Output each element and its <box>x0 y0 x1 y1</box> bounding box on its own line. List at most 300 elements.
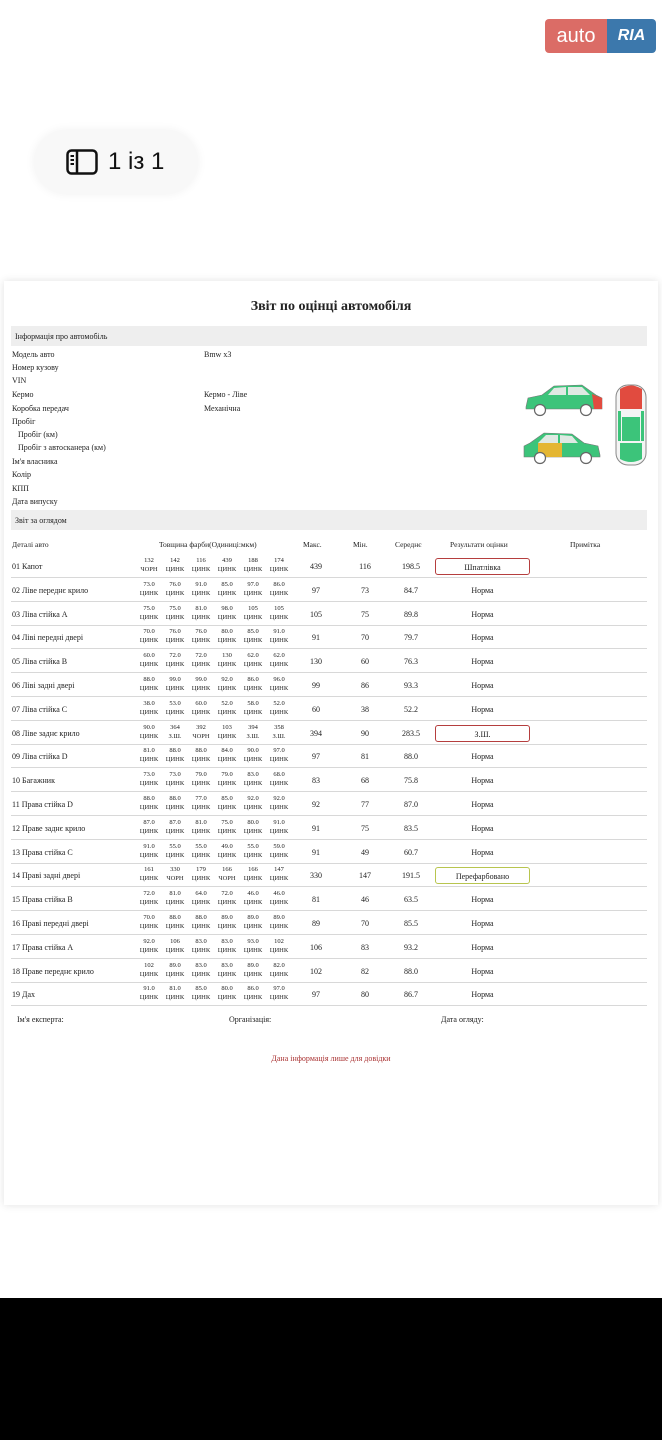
table-row <box>11 816 647 840</box>
part-name: 05 Ліва стійка B <box>12 657 68 667</box>
thickness-value: 85.0 <box>221 580 233 588</box>
thickness-material: ЦИНК <box>191 780 211 788</box>
value-avg: 93.2 <box>404 942 418 952</box>
thickness-cell <box>136 580 162 598</box>
table-row <box>11 792 647 816</box>
thickness-material: ЦИНК <box>243 661 263 669</box>
value-min: 90 <box>361 728 369 738</box>
thickness-cell <box>162 937 188 955</box>
part-name: 08 Ліве заднє крило <box>12 728 80 738</box>
info-label: Номер кузову <box>12 363 59 372</box>
thickness-cell <box>136 770 162 788</box>
thickness-material: ЦИНК <box>243 613 263 621</box>
thickness-value: 72.0 <box>221 890 233 898</box>
thickness-value: 88.0 <box>195 747 207 755</box>
thickness-material: ЧОРН <box>218 875 236 883</box>
thickness-material: ЦИНК <box>191 661 211 669</box>
thickness-material: ЦИНК <box>165 589 185 597</box>
thickness-value: 82.0 <box>273 961 285 969</box>
thickness-cell <box>214 818 240 836</box>
thickness-cell <box>162 675 188 693</box>
value-avg: 63.5 <box>404 895 418 905</box>
thickness-cell <box>214 961 240 979</box>
result-badge: З.Ш. <box>435 725 530 742</box>
thickness-cell <box>266 723 292 741</box>
result-badge: Норма <box>471 609 494 619</box>
value-max: 81 <box>312 895 320 905</box>
thickness-value: 72.0 <box>169 652 181 660</box>
thickness-material: ЦИНК <box>243 637 263 645</box>
value-avg: 75.8 <box>404 776 418 786</box>
value-max: 97 <box>312 585 320 595</box>
value-min: 68 <box>361 776 369 786</box>
thickness-value: 105 <box>274 604 284 612</box>
thickness-material: ЦИНК <box>269 756 289 764</box>
table-row <box>11 935 647 959</box>
thickness-cell <box>240 984 266 1002</box>
thickness-material: ЦИНК <box>243 780 263 788</box>
thickness-cell <box>136 723 162 741</box>
sidebar-icon <box>66 149 98 175</box>
thickness-cell <box>136 913 162 931</box>
thickness-value: 93.0 <box>247 937 259 945</box>
value-max: 106 <box>310 942 322 952</box>
thickness-material: ЦИНК <box>217 637 237 645</box>
thickness-material: ЦИНК <box>243 589 263 597</box>
thickness-material: ЦИНК <box>139 589 159 597</box>
thickness-value: 86.0 <box>247 676 259 683</box>
result-badge: Шпатлівка <box>435 558 530 575</box>
thickness-value: 364 <box>170 723 180 731</box>
value-avg: 83.5 <box>404 823 418 833</box>
info-label: Пробіг з автосканера (км) <box>18 443 106 452</box>
thickness-cell <box>136 699 162 717</box>
value-min: 75 <box>361 609 369 619</box>
thickness-cell <box>214 770 240 788</box>
thickness-material: ЦИНК <box>243 970 263 978</box>
thickness-value: 116 <box>196 557 206 564</box>
thickness-material: ЧОРН <box>140 566 158 573</box>
table-row <box>11 744 647 768</box>
value-max: 99 <box>312 681 320 690</box>
thickness-value: 166 <box>222 866 232 874</box>
value-avg: 76.3 <box>404 657 418 667</box>
thickness-value: 55.0 <box>247 842 259 850</box>
thickness-cell <box>266 746 292 764</box>
thickness-cell <box>162 889 188 907</box>
thickness-material: ЧОРН <box>192 732 210 740</box>
thickness-material: ЦИНК <box>269 780 289 788</box>
value-avg: 88.0 <box>404 752 418 762</box>
thickness-material: З.Ш. <box>272 732 286 740</box>
thickness-material: ЦИНК <box>243 994 263 1002</box>
part-name: 09 Ліва стійка D <box>12 752 68 762</box>
thickness-value: 62.0 <box>273 652 285 660</box>
info-label: Модель авто <box>12 350 55 359</box>
thickness-cell <box>136 984 162 1002</box>
table-row <box>11 982 647 1006</box>
thickness-cell <box>136 818 162 836</box>
thickness-value: 102 <box>144 961 154 969</box>
part-name: 03 Ліва стійка A <box>12 609 68 619</box>
thickness-cell <box>188 556 214 574</box>
page-indicator[interactable] <box>34 130 198 194</box>
thickness-cell <box>188 889 214 907</box>
thickness-material: ЦИНК <box>269 875 289 883</box>
thickness-cell <box>240 580 266 598</box>
thickness-cell <box>188 865 214 883</box>
thickness-material: ЦИНК <box>217 923 237 930</box>
table-row <box>11 768 647 792</box>
thickness-value: 77.0 <box>195 795 207 802</box>
thickness-material: ЦИНК <box>139 685 159 692</box>
thickness-material: З.Ш. <box>168 732 182 740</box>
value-max: 97 <box>312 990 320 1000</box>
result-badge: Норма <box>471 585 494 595</box>
thickness-value: 49.0 <box>221 842 233 850</box>
value-avg: 198.5 <box>402 562 420 571</box>
thickness-cell <box>188 627 214 645</box>
thickness-material: ЦИНК <box>139 851 159 859</box>
thickness-value: 68.0 <box>273 771 285 779</box>
col-note: Примітка <box>570 540 601 549</box>
thickness-cell <box>214 865 240 883</box>
info-row <box>12 417 272 430</box>
thickness-value: 84.0 <box>221 747 233 755</box>
thickness-cell <box>162 984 188 1002</box>
organization-label: Організація: <box>229 1015 272 1024</box>
logo-auto-text: auto <box>545 19 607 53</box>
thickness-material: ЦИНК <box>191 827 211 835</box>
thickness-material: ЦИНК <box>269 685 289 692</box>
thickness-value: 52.0 <box>221 699 233 707</box>
value-max: 330 <box>310 871 322 881</box>
thickness-value: 97.0 <box>247 580 259 588</box>
thickness-value: 188 <box>248 557 258 564</box>
thickness-value: 358 <box>274 723 284 731</box>
thickness-material: ЦИНК <box>139 732 159 740</box>
thickness-cell <box>162 556 188 574</box>
thickness-material: ЦИНК <box>139 613 159 621</box>
thickness-material: ЦИНК <box>139 899 159 907</box>
part-name: 11 Права стійка D <box>12 800 73 809</box>
thickness-material: ЦИНК <box>139 780 159 788</box>
thickness-material: ЦИНК <box>165 566 185 573</box>
inspection-section-header: Звіт за оглядом <box>11 510 647 530</box>
thickness-material: ЦИНК <box>243 566 263 573</box>
value-min: 75 <box>361 823 369 833</box>
thickness-material: ЦИНК <box>217 827 237 835</box>
thickness-material: ЦИНК <box>139 970 159 978</box>
thickness-cell <box>188 723 214 741</box>
thickness-cell <box>266 580 292 598</box>
part-name: 15 Права стійка B <box>12 895 73 905</box>
thickness-cell <box>188 651 214 669</box>
thickness-value: 166 <box>248 866 258 874</box>
info-row <box>12 376 272 389</box>
thickness-value: 83.0 <box>247 771 259 779</box>
thickness-value: 132 <box>144 557 154 564</box>
part-name: 19 Дах <box>12 990 36 1000</box>
thickness-material: ЧОРН <box>166 875 184 883</box>
thickness-material: ЦИНК <box>243 756 263 764</box>
thickness-material: ЦИНК <box>243 923 263 930</box>
thickness-cell <box>240 627 266 645</box>
thickness-cell <box>136 842 162 860</box>
thickness-cell <box>240 961 266 979</box>
thickness-value: 85.0 <box>247 628 259 636</box>
thickness-value: 75.0 <box>169 604 181 612</box>
thickness-value: 75.0 <box>143 604 155 612</box>
thickness-value: 88.0 <box>169 747 181 755</box>
page-count: 1 із 1 <box>108 148 165 175</box>
thickness-value: 439 <box>222 557 232 564</box>
thickness-cell <box>214 984 240 1002</box>
thickness-value: 73.0 <box>143 580 155 588</box>
thickness-material: ЦИНК <box>191 804 211 811</box>
thickness-material: ЦИНК <box>269 566 289 573</box>
thickness-material: ЦИНК <box>243 946 263 954</box>
thickness-cell <box>240 651 266 669</box>
thickness-material: ЦИНК <box>191 685 211 692</box>
thickness-cell <box>162 604 188 622</box>
thickness-value: 392 <box>196 723 206 731</box>
thickness-cell <box>214 913 240 931</box>
thickness-cell <box>162 794 188 812</box>
info-label: VIN <box>12 376 27 385</box>
value-max: 89 <box>312 919 320 928</box>
part-name: 04 Ліві передні двері <box>12 633 84 643</box>
thickness-material: ЦИНК <box>217 661 237 669</box>
thickness-material: ЦИНК <box>217 732 237 740</box>
thickness-material: ЦИНК <box>217 756 237 764</box>
thickness-value: 102 <box>274 937 284 945</box>
report-document <box>4 281 658 1205</box>
thickness-material: ЦИНК <box>139 946 159 954</box>
thickness-cell <box>136 937 162 955</box>
thickness-cell <box>214 723 240 741</box>
thickness-material: ЦИНК <box>139 756 159 764</box>
thickness-value: 58.0 <box>247 699 259 707</box>
value-max: 83 <box>312 776 320 786</box>
value-min: 82 <box>361 966 369 976</box>
part-name: 06 Ліві задні двері <box>12 681 75 690</box>
table-row <box>11 602 647 626</box>
value-max: 130 <box>310 657 322 667</box>
thickness-value: 88.0 <box>169 914 181 921</box>
thickness-cell <box>240 699 266 717</box>
value-min: 70 <box>361 919 369 928</box>
thickness-material: ЦИНК <box>269 637 289 645</box>
value-max: 92 <box>312 800 320 809</box>
info-label: Пробіг (км) <box>18 430 58 439</box>
thickness-material: ЦИНК <box>243 827 263 835</box>
thickness-cell <box>136 746 162 764</box>
thickness-value: 90.0 <box>247 747 259 755</box>
thickness-value: 91.0 <box>143 985 155 993</box>
thickness-cell <box>188 770 214 788</box>
thickness-value: 88.0 <box>143 676 155 683</box>
table-row <box>11 673 647 697</box>
thickness-value: 52.0 <box>273 699 285 707</box>
thickness-value: 91.0 <box>195 580 207 588</box>
part-name: 02 Ліве переднє крило <box>12 585 89 595</box>
thickness-value: 73.0 <box>143 771 155 779</box>
value-avg: 283.5 <box>402 728 420 738</box>
thickness-value: 91.0 <box>273 628 285 636</box>
thickness-value: 92.0 <box>143 937 155 945</box>
thickness-cell <box>214 651 240 669</box>
thickness-material: ЦИНК <box>139 827 159 835</box>
info-row <box>12 457 272 470</box>
thickness-material: ЦИНК <box>191 589 211 597</box>
info-label: Дата випуску <box>12 497 58 506</box>
thickness-material: ЦИНК <box>217 685 237 692</box>
thickness-value: 91.0 <box>143 842 155 850</box>
thickness-value: 81.0 <box>169 890 181 898</box>
thickness-material: ЦИНК <box>191 851 211 859</box>
thickness-material: ЦИНК <box>269 923 289 930</box>
thickness-material: ЦИНК <box>217 994 237 1002</box>
part-name: 10 Багажник <box>12 776 55 786</box>
value-min: 46 <box>361 895 369 905</box>
thickness-cell <box>162 699 188 717</box>
thickness-cell <box>136 889 162 907</box>
value-max: 102 <box>310 966 322 976</box>
info-row <box>12 350 272 363</box>
thickness-material: ЦИНК <box>165 970 185 978</box>
thickness-cell <box>240 770 266 788</box>
table-row <box>11 959 647 983</box>
thickness-value: 97.0 <box>273 985 285 993</box>
thickness-value: 81.0 <box>143 747 155 755</box>
value-avg: 52.2 <box>404 704 418 714</box>
thickness-value: 92.0 <box>221 676 233 683</box>
thickness-cell <box>266 818 292 836</box>
thickness-cell <box>240 604 266 622</box>
thickness-value: 73.0 <box>169 771 181 779</box>
result-badge: Норма <box>471 776 494 786</box>
thickness-cell <box>188 913 214 931</box>
thickness-material: ЦИНК <box>269 994 289 1002</box>
thickness-material: ЦИНК <box>165 685 185 692</box>
thickness-value: 55.0 <box>169 842 181 850</box>
col-min: Мін. <box>353 540 368 549</box>
table-row <box>11 863 647 887</box>
thickness-cell <box>214 556 240 574</box>
thickness-material: ЦИНК <box>139 661 159 669</box>
thickness-cell <box>266 961 292 979</box>
thickness-value: 60.0 <box>143 652 155 660</box>
thickness-value: 88.0 <box>143 795 155 802</box>
thickness-material: ЦИНК <box>165 613 185 621</box>
value-min: 70 <box>361 633 369 643</box>
thickness-material: ЦИНК <box>165 946 185 954</box>
thickness-cell <box>188 675 214 693</box>
col-part: Деталі авто <box>12 540 49 549</box>
value-min: 49 <box>361 847 369 857</box>
thickness-value: 53.0 <box>169 699 181 707</box>
thickness-material: ЦИНК <box>217 613 237 621</box>
thickness-cell <box>136 675 162 693</box>
part-name: 17 Права стійка A <box>12 942 74 952</box>
thickness-value: 60.0 <box>195 699 207 707</box>
value-min: 73 <box>361 585 369 595</box>
thickness-material: ЦИНК <box>191 613 211 621</box>
thickness-cell <box>214 627 240 645</box>
thickness-material: ЦИНК <box>139 708 159 716</box>
thickness-material: ЦИНК <box>243 851 263 859</box>
thickness-material: ЦИНК <box>191 899 211 907</box>
thickness-value: 99.0 <box>169 676 181 683</box>
info-row <box>18 443 278 456</box>
part-name: 14 Праві задні двері <box>12 871 81 881</box>
value-min: 81 <box>361 752 369 762</box>
value-max: 394 <box>310 728 322 738</box>
thickness-material: ЦИНК <box>165 637 185 645</box>
thickness-value: 46.0 <box>273 890 285 898</box>
value-max: 60 <box>312 704 320 714</box>
thickness-cell <box>240 723 266 741</box>
value-min: 77 <box>361 800 369 809</box>
thickness-value: 76.0 <box>169 628 181 636</box>
logo-ria-text: RIA <box>607 19 656 53</box>
thickness-value: 46.0 <box>247 890 259 898</box>
thickness-material: ЦИНК <box>243 708 263 716</box>
autoria-logo[interactable] <box>545 19 656 53</box>
info-row <box>12 363 272 376</box>
thickness-material: ЦИНК <box>139 804 159 811</box>
thickness-material: ЦИНК <box>165 780 185 788</box>
value-max: 91 <box>312 633 320 643</box>
thickness-value: 99.0 <box>195 676 207 683</box>
thickness-material: ЦИНК <box>217 780 237 788</box>
thickness-material: ЦИНК <box>191 875 211 883</box>
info-row <box>12 470 272 483</box>
thickness-cell <box>240 913 266 931</box>
thickness-cell <box>136 961 162 979</box>
value-avg: 89.8 <box>404 609 418 619</box>
result-badge: Норма <box>471 800 494 809</box>
value-avg: 60.7 <box>404 847 418 857</box>
thickness-value: 97.0 <box>273 747 285 755</box>
thickness-cell <box>240 556 266 574</box>
thickness-cell <box>266 651 292 669</box>
thickness-value: 76.0 <box>169 580 181 588</box>
thickness-value: 79.0 <box>221 771 233 779</box>
thickness-cell <box>240 746 266 764</box>
thickness-value: 174 <box>274 557 284 564</box>
thickness-cell <box>136 865 162 883</box>
value-min: 60 <box>361 657 369 667</box>
thickness-value: 394 <box>248 723 258 731</box>
thickness-cell <box>240 794 266 812</box>
thickness-cell <box>266 604 292 622</box>
thickness-cell <box>136 651 162 669</box>
thickness-material: ЦИНК <box>191 637 211 645</box>
value-min: 86 <box>361 681 369 690</box>
thickness-value: 64.0 <box>195 890 207 898</box>
thickness-material: ЦИНК <box>165 923 185 930</box>
thickness-cell <box>188 984 214 1002</box>
car-side-right-diagram <box>520 429 606 469</box>
thickness-value: 62.0 <box>247 652 259 660</box>
thickness-value: 92.0 <box>273 795 285 802</box>
thickness-cell <box>136 794 162 812</box>
thickness-material: ЦИНК <box>269 804 289 811</box>
info-row <box>12 497 272 510</box>
part-name: 18 Праве переднє крило <box>12 966 94 976</box>
